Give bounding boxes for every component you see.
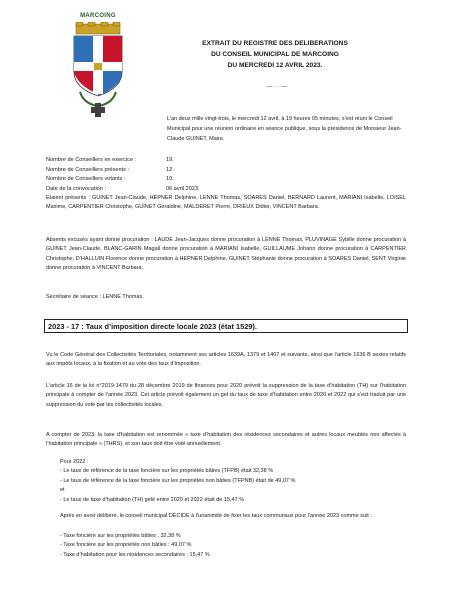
crest-label: MARCOING <box>80 13 116 19</box>
stat-label: Nombre de Conseillers présents : <box>46 166 130 173</box>
list-item: - Le taux de référence de la taxe foncière sur les propriétés non bâties (TFPNB) était de 49,07 % <box>60 477 296 484</box>
intro-paragraph: L’an deux mille vingt-trois, le mercredi 12 avril, à 19 heures 05 minutes, s’est réuni le Conseil Municipal pour une réunion ordinaire en séance publique, sous la présidence de Monsieur Jean-Claude GUINET, Maire. <box>167 116 402 142</box>
law-context-paragraph: L’article 16 de la loi n°2019-1479 du 28 décembre 2019 de finances pour 2020 prévoit la suppression de la taxe d’habitation (TH) sur l’habitation principale à compter de l’année 2023. Cet article prévoit également un gel du taux de taxe d’habitation entre 2020 et 2022 qui s’est traduit par une suppression du vote par les collectivités locales. <box>46 383 406 408</box>
list-item: - Le taux de référence de la taxe foncière sur les propriétés bâties (TFPB) était 32,38 % <box>60 468 274 475</box>
mural-crown <box>76 22 120 34</box>
decision-paragraph: Après en avoir délibéré, le conseil municipal DÉCIDE à l’unanimité de fixer les taux communaux pour l’année 2023 comme suit : <box>60 513 372 519</box>
list-item: - Taxe foncière sur les propriétés non bâties : 49,07 % <box>60 542 192 549</box>
present-members: Etaient présents : GUINET Jean-Claude, HEPNER Delphine, LENNE Thomas, SOARES Daniel, BERNARD Laurent, MARIANI Isabelle, LOISEL Maxime, CARPENTIER Christophe, GUINET Géraldine, MALDERET Pierre, DRIEUX Didier, VINCENT Barbara. <box>46 195 406 211</box>
attendance-stats <box>46 156 200 194</box>
coat-of-arms-logo <box>70 22 126 118</box>
list-item: - Le taux de taxe d’habitation (TH) gelé entre 2020 et 2022 était de 15,47 % <box>60 496 245 503</box>
list-item: - Taxe foncière sur les propriétés bâties : 32,38 % <box>60 533 181 539</box>
header-separator: — · · — <box>266 84 288 90</box>
stat-label: Date de la convocation : <box>46 185 107 192</box>
absent-members: Absents excusés ayant donné procuration : LAUDE Jean-Jacques donne procuration à LENNE Thomas, PLUVINAGE Sybille donne procuration à GUINET Jean-Claude, BLANC-GARIN Magali donne procuration à MARIANI Isabelle, GUILLAUME Johann donne procuration à CARPENTIER Christophe, D’HALLUIN Florence donne procuration à HEPNER Delphine, GUINET Stéphanie donne procuration à SOARES Daniel, SENT Virginie donne procuration à VINCENT Barbara. <box>46 237 406 272</box>
stat-label: Nombre de Conseillers en exercice : <box>46 157 137 163</box>
thrs-paragraph: A compter de 2023, la taxe d’habitation est renommée « taxe d’habitation des résidences secondaires et autres locaux meublés non affectés à l’habitation principale » (THRS), et son taux doit être voté annuellement. <box>46 432 406 448</box>
stat-row <box>46 185 200 195</box>
header-line-2: DU CONSEIL MUNICIPAL DE MARCOING <box>211 51 339 58</box>
stat-value: 12. <box>166 166 174 173</box>
header-line-1: EXTRAIT DU REGISTRE DES DELIBERATIONS <box>202 40 348 47</box>
stat-row <box>46 175 200 185</box>
stat-value: 19. <box>166 157 174 163</box>
stat-value: 19. <box>166 176 174 183</box>
legal-basis-paragraph: Vu le Code Général des Collectivités Territoriales, notamment ses articles 1639A, 1379 et 1407 et suivants, ainsi que l’article 1636 B sexies relatifs aux impôts locaux, à la fixation et au vote des taux d’imposition. <box>46 352 406 368</box>
rates-2022-heading: Pour 2022 : <box>60 459 89 465</box>
document-header <box>150 38 400 71</box>
deliberation-title: 2023 - 17 : Taux d’imposition directe locale 2023 (état 1529). <box>44 319 408 333</box>
rates-2022-list <box>60 458 295 505</box>
stat-row <box>46 166 200 176</box>
rates-2023-list <box>60 532 210 560</box>
stat-label: Nombre de Conseillers votants : <box>46 176 126 183</box>
header-line-3: DU MERCREDI 12 AVRIL 2023. <box>227 62 323 69</box>
stat-value: 06 avril 2023. <box>166 185 200 192</box>
list-item: - Taxe d’habitation pour les résidences secondaires : 15,47 % <box>60 551 210 558</box>
list-item: et <box>60 487 65 494</box>
stat-row <box>46 156 200 166</box>
session-secretary: Secrétaire de séance : LENNE Thomas. <box>46 294 144 300</box>
